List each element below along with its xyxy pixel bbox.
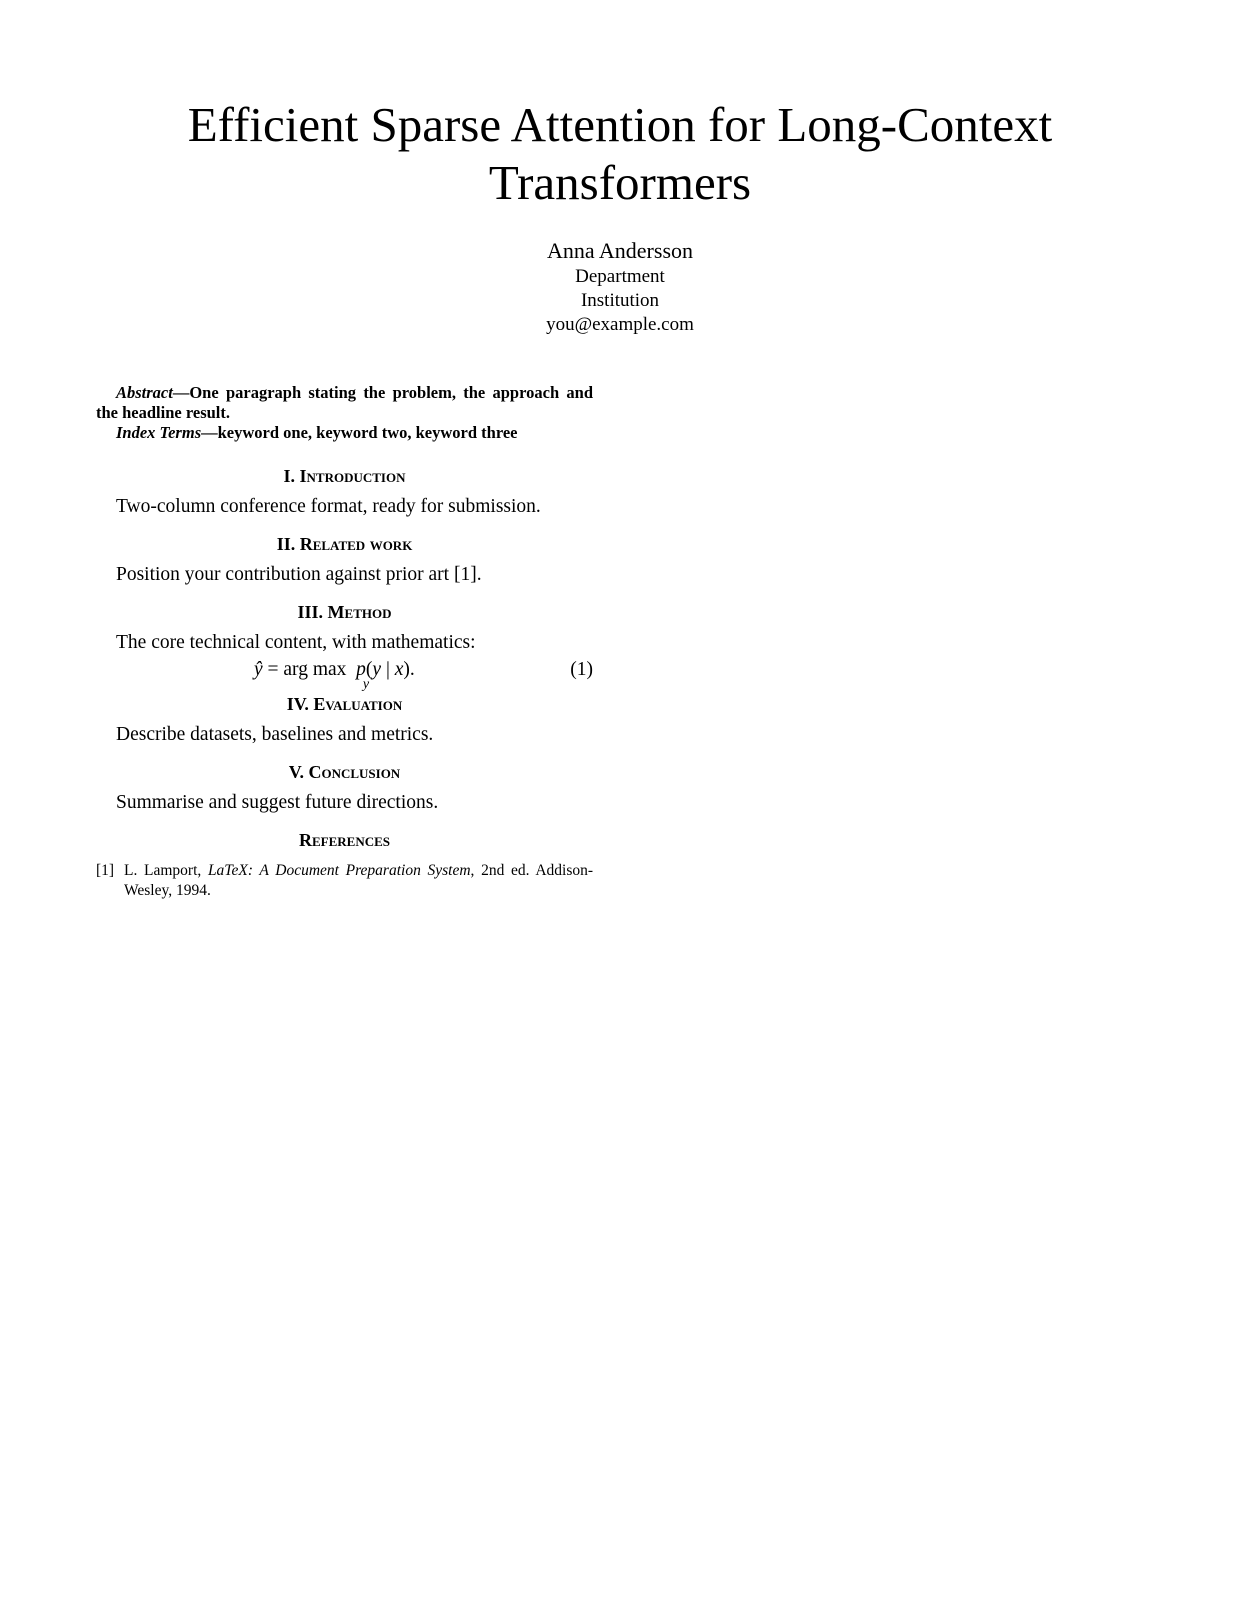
section-body-related-work: Position your contribution against prior art [1].: [116, 564, 482, 585]
left-column: [96, 383, 593, 901]
section-body-method: The core technical content, with mathematics:: [116, 632, 476, 653]
reference-item: [96, 861, 593, 901]
reference-title: LaTeX: A Document Preparation System: [207, 862, 471, 879]
abstract: Abstract—One paragraph stating the problem, the approach and the headline result.: [96, 383, 593, 422]
section-body-conclusion: Summarise and suggest future directions.: [116, 792, 439, 813]
author-block: [405, 237, 835, 337]
abstract-text: One paragraph stating the problem, the approach and the headline result.: [96, 383, 593, 422]
equation-number: (1): [570, 659, 593, 680]
section-heading-method: III. Method: [297, 602, 392, 622]
section-body-introduction: Two-column conference format, ready for submission.: [116, 496, 541, 517]
abstract-label: Abstract: [116, 383, 173, 402]
section-heading-evaluation: IV. Evaluation: [286, 694, 403, 714]
section-heading-related-work: II. Related work: [276, 534, 413, 554]
reference-details: , 2nd ed. Addison-Wesley, 1994.: [124, 862, 594, 899]
paper-title: Efficient Sparse Attention for Long-Context Transformers: [187, 97, 1053, 210]
author-department: Department: [575, 266, 665, 287]
equation-body: ŷ = arg max y p(y | x).: [254, 659, 415, 692]
index-terms: Index Terms—keyword one, keyword two, keyword three: [116, 423, 518, 442]
equation-1: [96, 655, 593, 692]
author-name: Anna Andersson: [546, 238, 694, 263]
section-heading-introduction: I. Introduction: [283, 466, 406, 486]
section-heading-conclusion: V. Conclusion: [288, 762, 401, 782]
reference-authors: L. Lamport,: [124, 862, 202, 879]
author-email: you@example.com: [546, 314, 694, 335]
index-terms-text: keyword one, keyword two, keyword three: [217, 423, 518, 442]
section-body-evaluation: Describe datasets, baselines and metrics.: [116, 724, 434, 745]
references-heading: References: [298, 830, 391, 850]
author-institution: Institution: [580, 290, 660, 311]
reference-number: [1]: [96, 862, 115, 879]
index-terms-label: Index Terms: [116, 423, 202, 442]
